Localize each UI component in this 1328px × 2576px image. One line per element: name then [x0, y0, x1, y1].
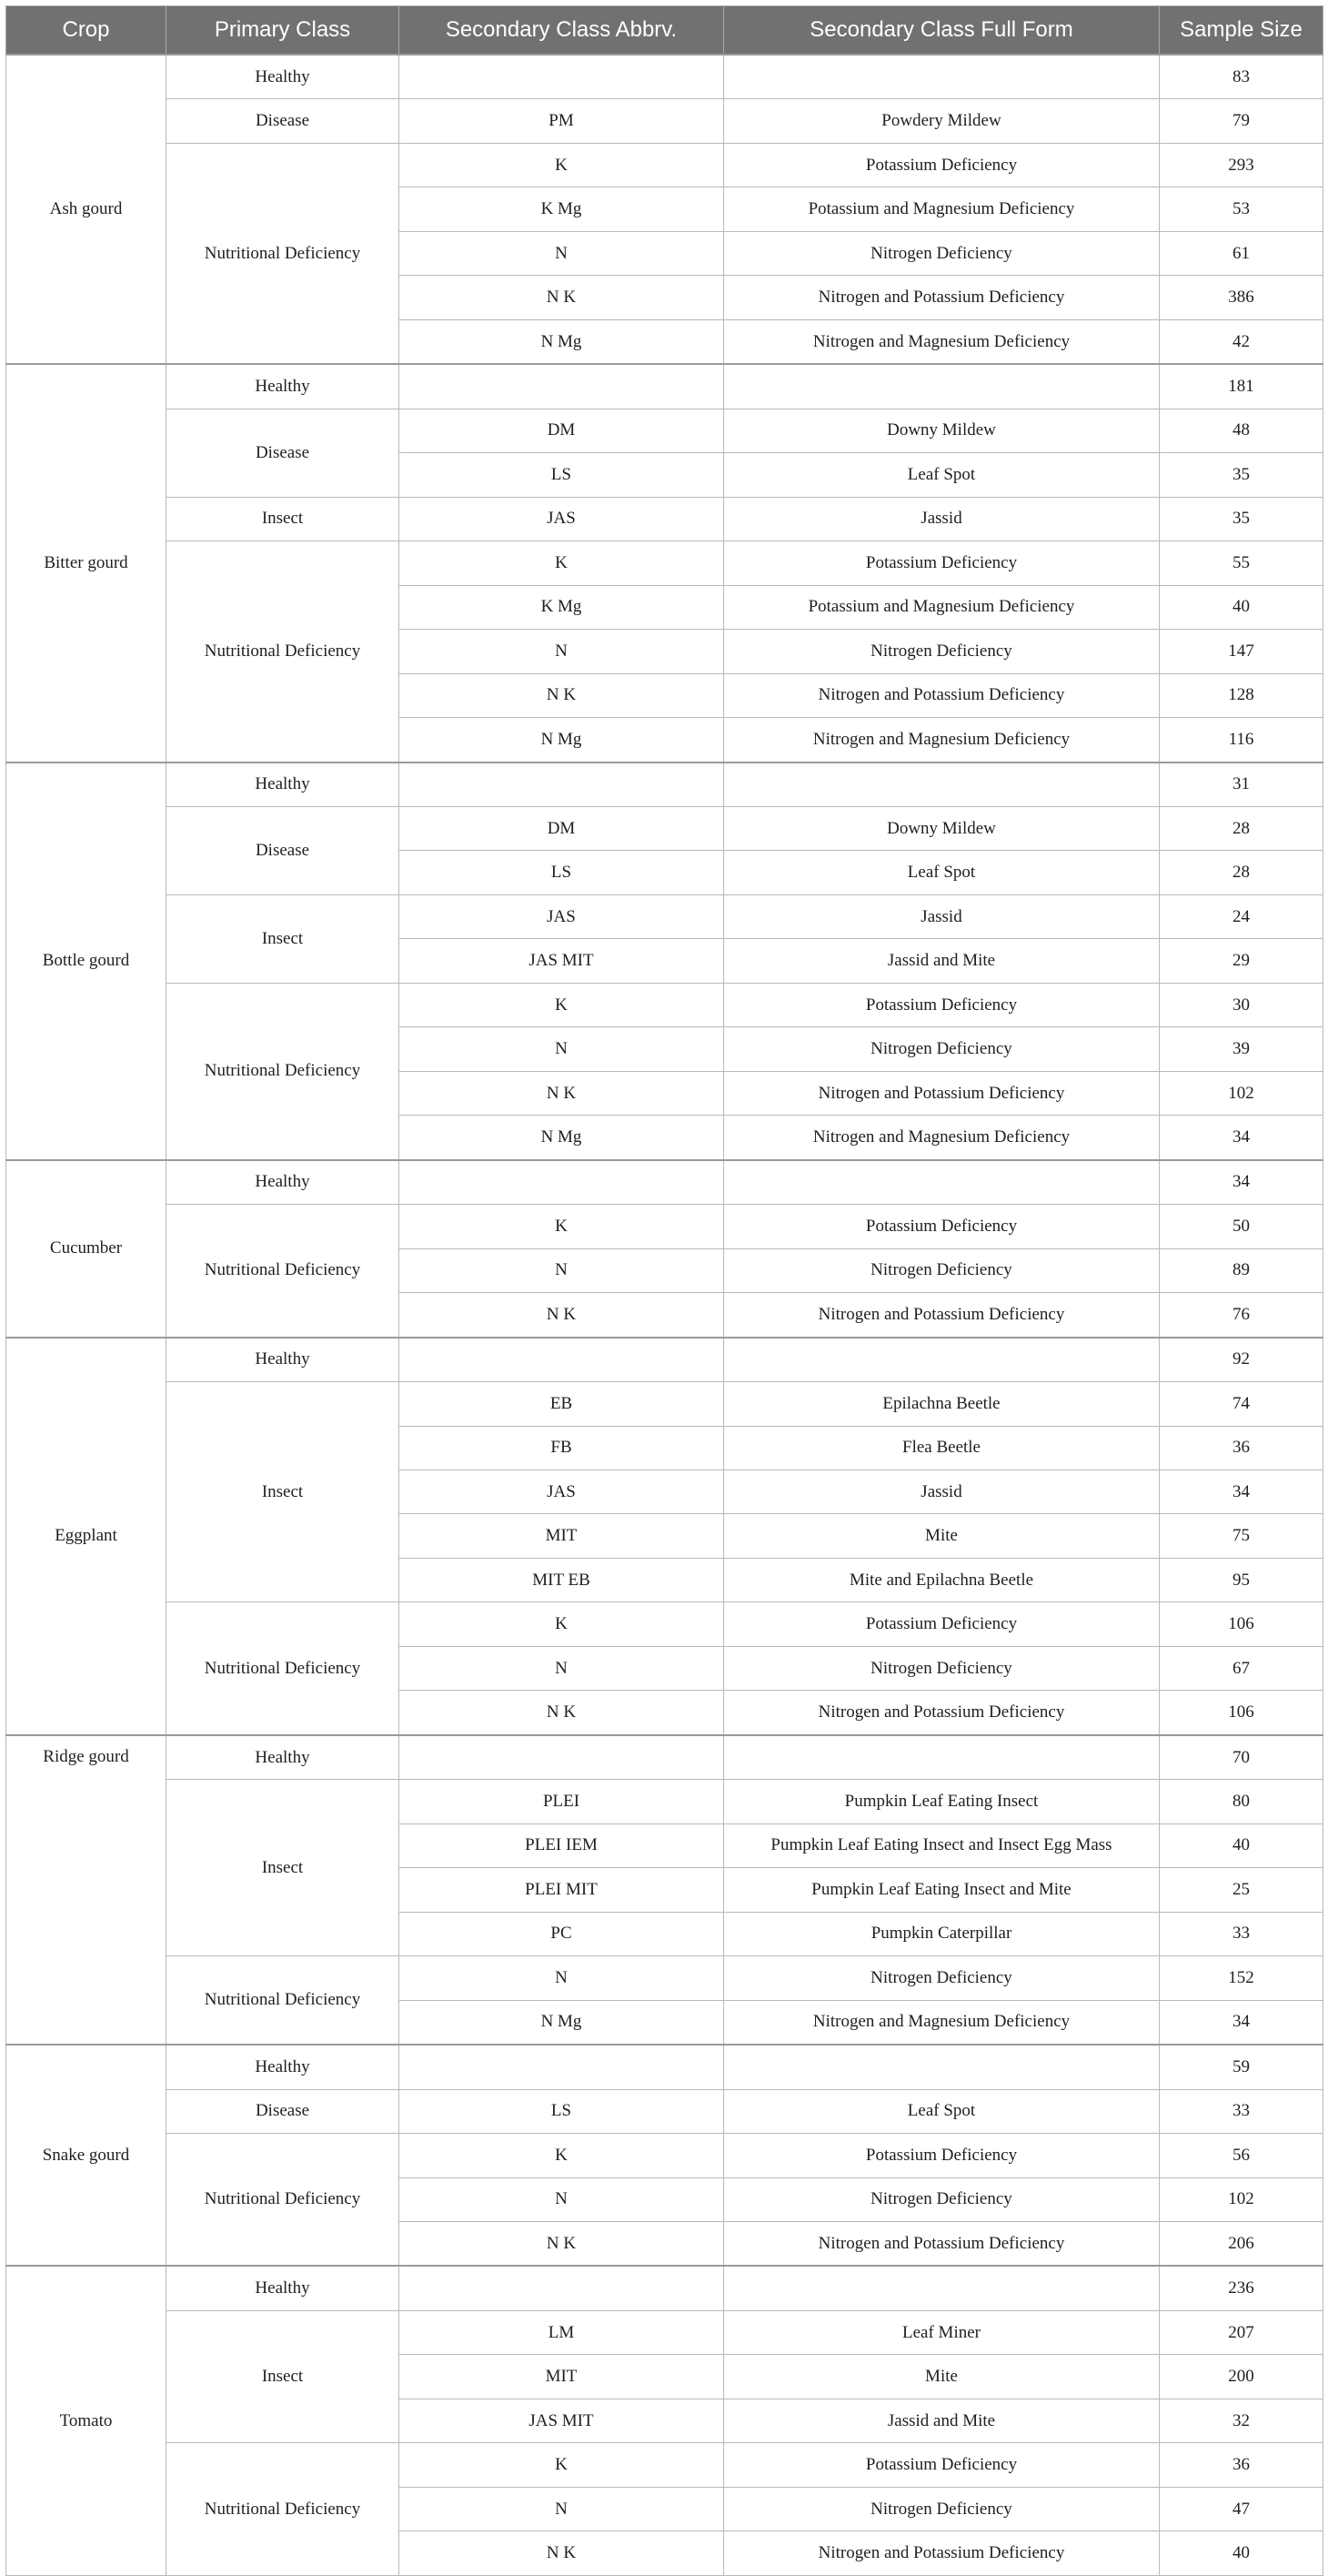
- primary-class-cell: Disease: [166, 409, 399, 497]
- secondary-full-form-cell: Pumpkin Caterpillar: [724, 1912, 1160, 1955]
- secondary-abbr-cell: DM: [399, 409, 724, 452]
- sample-size-cell: 28: [1160, 851, 1323, 894]
- primary-class-cell: Nutritional Deficiency: [166, 2443, 399, 2575]
- secondary-full-form-cell: Leaf Spot: [724, 851, 1160, 894]
- secondary-abbr-cell: LS: [399, 453, 724, 497]
- secondary-full-form-cell: [724, 1338, 1160, 1382]
- secondary-abbr-cell: K: [399, 2134, 724, 2177]
- sample-size-cell: 92: [1160, 1338, 1323, 1382]
- secondary-abbr-cell: N Mg: [399, 1116, 724, 1160]
- secondary-abbr-cell: JAS: [399, 1470, 724, 1514]
- sample-size-cell: 61: [1160, 231, 1323, 275]
- secondary-abbr-cell: N: [399, 2487, 724, 2531]
- secondary-full-form-cell: Potassium Deficiency: [724, 2443, 1160, 2487]
- sample-size-cell: 206: [1160, 2221, 1323, 2266]
- secondary-abbr-cell: K: [399, 2443, 724, 2487]
- sample-size-cell: 236: [1160, 2266, 1323, 2310]
- table-row: [6, 1205, 1323, 1248]
- secondary-abbr-cell: PLEI MIT: [399, 1868, 724, 1912]
- secondary-abbr-cell: N Mg: [399, 2000, 724, 2045]
- table-row: [6, 1602, 1323, 1646]
- sample-size-cell: 83: [1160, 55, 1323, 99]
- sample-size-cell: 35: [1160, 497, 1323, 540]
- crop-cell: Snake gourd: [6, 2045, 166, 2266]
- secondary-full-form-cell: Jassid: [724, 497, 1160, 540]
- secondary-abbr-cell: LM: [399, 2310, 724, 2354]
- sample-size-cell: 293: [1160, 143, 1323, 187]
- secondary-abbr-cell: [399, 2266, 724, 2310]
- sample-size-cell: 95: [1160, 1558, 1323, 1601]
- secondary-abbr-cell: N: [399, 630, 724, 673]
- secondary-abbr-cell: [399, 763, 724, 807]
- sample-size-cell: 34: [1160, 1116, 1323, 1160]
- table-row: [6, 894, 1323, 938]
- sample-size-cell: 33: [1160, 2089, 1323, 2133]
- sample-size-cell: 181: [1160, 364, 1323, 409]
- secondary-abbr-cell: PLEI IEM: [399, 1823, 724, 1867]
- table-row: [6, 364, 1323, 409]
- secondary-full-form-cell: Nitrogen and Potassium Deficiency: [724, 1691, 1160, 1735]
- primary-class-cell: Nutritional Deficiency: [166, 541, 399, 763]
- table-row: [6, 99, 1323, 143]
- header-crop: Crop: [6, 6, 166, 56]
- primary-class-cell: Healthy: [166, 1338, 399, 1382]
- secondary-full-form-cell: Potassium Deficiency: [724, 541, 1160, 585]
- header-row: [6, 6, 1323, 56]
- secondary-full-form-cell: [724, 55, 1160, 99]
- table-row: [6, 1338, 1323, 1382]
- primary-class-cell: Insect: [166, 2310, 399, 2442]
- secondary-abbr-cell: N: [399, 1248, 724, 1292]
- secondary-full-form-cell: Nitrogen and Potassium Deficiency: [724, 1293, 1160, 1338]
- secondary-abbr-cell: N K: [399, 276, 724, 319]
- sample-size-cell: 31: [1160, 763, 1323, 807]
- sample-size-cell: 116: [1160, 718, 1323, 763]
- primary-class-cell: Healthy: [166, 2266, 399, 2310]
- primary-class-cell: Nutritional Deficiency: [166, 143, 399, 364]
- primary-class-cell: Nutritional Deficiency: [166, 1956, 399, 2045]
- secondary-full-form-cell: Potassium Deficiency: [724, 1602, 1160, 1646]
- table-row: [6, 409, 1323, 452]
- sample-size-cell: 59: [1160, 2045, 1323, 2089]
- secondary-full-form-cell: Nitrogen Deficiency: [724, 231, 1160, 275]
- secondary-abbr-cell: [399, 1735, 724, 1780]
- sample-size-cell: 106: [1160, 1602, 1323, 1646]
- secondary-abbr-cell: [399, 2045, 724, 2089]
- secondary-abbr-cell: N: [399, 2177, 724, 2221]
- sample-size-cell: 53: [1160, 187, 1323, 231]
- sample-size-cell: 40: [1160, 2531, 1323, 2575]
- sample-size-cell: 40: [1160, 1823, 1323, 1867]
- primary-class-cell: Nutritional Deficiency: [166, 1205, 399, 1338]
- sample-size-cell: 36: [1160, 2443, 1323, 2487]
- secondary-abbr-cell: N K: [399, 2531, 724, 2575]
- sample-size-cell: 102: [1160, 2177, 1323, 2221]
- primary-class-cell: Healthy: [166, 1160, 399, 1205]
- table-row: [6, 55, 1323, 99]
- secondary-full-form-cell: Nitrogen and Magnesium Deficiency: [724, 718, 1160, 763]
- secondary-full-form-cell: [724, 2045, 1160, 2089]
- secondary-full-form-cell: Jassid: [724, 1470, 1160, 1514]
- secondary-full-form-cell: Powdery Mildew: [724, 99, 1160, 143]
- primary-class-cell: Nutritional Deficiency: [166, 1602, 399, 1735]
- secondary-full-form-cell: Nitrogen Deficiency: [724, 630, 1160, 673]
- primary-class-cell: Disease: [166, 2089, 399, 2133]
- sample-size-table: [5, 5, 1323, 2576]
- primary-class-cell: Nutritional Deficiency: [166, 983, 399, 1159]
- secondary-abbr-cell: DM: [399, 806, 724, 850]
- secondary-abbr-cell: [399, 1338, 724, 1382]
- secondary-abbr-cell: N K: [399, 1293, 724, 1338]
- secondary-abbr-cell: [399, 55, 724, 99]
- sample-size-cell: 34: [1160, 2000, 1323, 2045]
- secondary-full-form-cell: Epilachna Beetle: [724, 1382, 1160, 1426]
- secondary-full-form-cell: Nitrogen and Potassium Deficiency: [724, 276, 1160, 319]
- secondary-full-form-cell: Nitrogen Deficiency: [724, 1956, 1160, 2000]
- secondary-abbr-cell: N: [399, 1956, 724, 2000]
- sample-size-cell: 147: [1160, 630, 1323, 673]
- secondary-full-form-cell: [724, 2266, 1160, 2310]
- crop-cell: Bitter gourd: [6, 364, 166, 762]
- table-row: [6, 763, 1323, 807]
- sample-size-cell: 29: [1160, 939, 1323, 983]
- secondary-abbr-cell: PM: [399, 99, 724, 143]
- secondary-abbr-cell: LS: [399, 2089, 724, 2133]
- table-row: [6, 541, 1323, 585]
- secondary-abbr-cell: MIT: [399, 1514, 724, 1558]
- sample-size-cell: 34: [1160, 1160, 1323, 1205]
- secondary-abbr-cell: [399, 1160, 724, 1205]
- sample-size-cell: 55: [1160, 541, 1323, 585]
- secondary-full-form-cell: Jassid and Mite: [724, 939, 1160, 983]
- table-row: [6, 2443, 1323, 2487]
- table-row: [6, 2089, 1323, 2133]
- sample-size-cell: 35: [1160, 453, 1323, 497]
- sample-size-cell: 25: [1160, 1868, 1323, 1912]
- secondary-full-form-cell: Potassium and Magnesium Deficiency: [724, 187, 1160, 231]
- secondary-abbr-cell: N K: [399, 2221, 724, 2266]
- secondary-full-form-cell: Downy Mildew: [724, 409, 1160, 452]
- table-row: [6, 2266, 1323, 2310]
- secondary-full-form-cell: Potassium and Magnesium Deficiency: [724, 585, 1160, 629]
- table-row: [6, 143, 1323, 187]
- secondary-abbr-cell: K: [399, 1602, 724, 1646]
- primary-class-cell: Insect: [166, 1780, 399, 1956]
- table-row: [6, 497, 1323, 540]
- secondary-full-form-cell: Nitrogen and Magnesium Deficiency: [724, 319, 1160, 364]
- secondary-full-form-cell: Potassium Deficiency: [724, 1205, 1160, 1248]
- secondary-abbr-cell: K: [399, 143, 724, 187]
- secondary-abbr-cell: N Mg: [399, 718, 724, 763]
- header-primary-class: Primary Class: [166, 6, 399, 56]
- crop-cell: Eggplant: [6, 1338, 166, 1735]
- secondary-full-form-cell: Nitrogen Deficiency: [724, 1248, 1160, 1292]
- primary-class-cell: Nutritional Deficiency: [166, 2134, 399, 2267]
- secondary-full-form-cell: Pumpkin Leaf Eating Insect: [724, 1780, 1160, 1823]
- sample-size-cell: 30: [1160, 983, 1323, 1026]
- secondary-full-form-cell: Mite: [724, 2355, 1160, 2399]
- secondary-abbr-cell: JAS: [399, 894, 724, 938]
- primary-class-cell: Insect: [166, 1382, 399, 1602]
- sample-size-cell: 79: [1160, 99, 1323, 143]
- sample-size-cell: 70: [1160, 1735, 1323, 1780]
- sample-size-cell: 34: [1160, 1470, 1323, 1514]
- sample-size-cell: 386: [1160, 276, 1323, 319]
- secondary-abbr-cell: K: [399, 983, 724, 1026]
- secondary-abbr-cell: N: [399, 1646, 724, 1690]
- crop-cell: Tomato: [6, 2266, 166, 2575]
- secondary-abbr-cell: EB: [399, 1382, 724, 1426]
- primary-class-cell: Healthy: [166, 1735, 399, 1780]
- secondary-abbr-cell: N: [399, 1027, 724, 1071]
- table-row: [6, 2045, 1323, 2089]
- sample-size-cell: 75: [1160, 1514, 1323, 1558]
- secondary-abbr-cell: JAS MIT: [399, 939, 724, 983]
- sample-size-cell: 200: [1160, 2355, 1323, 2399]
- secondary-full-form-cell: Downy Mildew: [724, 806, 1160, 850]
- secondary-abbr-cell: PC: [399, 1912, 724, 1955]
- sample-size-cell: 33: [1160, 1912, 1323, 1955]
- secondary-abbr-cell: N K: [399, 1691, 724, 1735]
- secondary-full-form-cell: Flea Beetle: [724, 1426, 1160, 1470]
- secondary-full-form-cell: Leaf Miner: [724, 2310, 1160, 2354]
- sample-size-cell: 48: [1160, 409, 1323, 452]
- primary-class-cell: Healthy: [166, 763, 399, 807]
- secondary-full-form-cell: [724, 1735, 1160, 1780]
- secondary-full-form-cell: Nitrogen Deficiency: [724, 2177, 1160, 2221]
- secondary-full-form-cell: Jassid and Mite: [724, 2399, 1160, 2442]
- secondary-full-form-cell: Nitrogen Deficiency: [724, 1646, 1160, 1690]
- secondary-full-form-cell: Jassid: [724, 894, 1160, 938]
- secondary-abbr-cell: JAS MIT: [399, 2399, 724, 2442]
- table-row: [6, 2134, 1323, 2177]
- header-secondary-full-form: Secondary Class Full Form: [724, 6, 1160, 56]
- secondary-abbr-cell: MIT EB: [399, 1558, 724, 1601]
- secondary-abbr-cell: N K: [399, 673, 724, 717]
- primary-class-cell: Healthy: [166, 2045, 399, 2089]
- secondary-full-form-cell: Nitrogen and Magnesium Deficiency: [724, 1116, 1160, 1160]
- secondary-full-form-cell: Mite: [724, 1514, 1160, 1558]
- table-row: [6, 806, 1323, 850]
- secondary-full-form-cell: Leaf Spot: [724, 453, 1160, 497]
- table-row: [6, 2310, 1323, 2354]
- secondary-full-form-cell: [724, 1160, 1160, 1205]
- secondary-abbr-cell: N K: [399, 1071, 724, 1115]
- sample-size-cell: 24: [1160, 894, 1323, 938]
- crop-cell: Ash gourd: [6, 55, 166, 364]
- secondary-full-form-cell: [724, 763, 1160, 807]
- secondary-abbr-cell: JAS: [399, 497, 724, 540]
- secondary-full-form-cell: Leaf Spot: [724, 2089, 1160, 2133]
- primary-class-cell: Healthy: [166, 364, 399, 409]
- secondary-full-form-cell: Nitrogen and Potassium Deficiency: [724, 2531, 1160, 2575]
- sample-size-cell: 39: [1160, 1027, 1323, 1071]
- secondary-abbr-cell: PLEI: [399, 1780, 724, 1823]
- secondary-full-form-cell: Potassium Deficiency: [724, 2134, 1160, 2177]
- sample-size-cell: 40: [1160, 585, 1323, 629]
- secondary-full-form-cell: Nitrogen and Potassium Deficiency: [724, 1071, 1160, 1115]
- table-row: [6, 1160, 1323, 1205]
- secondary-full-form-cell: [724, 364, 1160, 409]
- sample-size-cell: 207: [1160, 2310, 1323, 2354]
- primary-class-cell: Healthy: [166, 55, 399, 99]
- primary-class-cell: Disease: [166, 99, 399, 143]
- secondary-full-form-cell: Nitrogen Deficiency: [724, 2487, 1160, 2531]
- table-row: [6, 983, 1323, 1026]
- secondary-full-form-cell: Pumpkin Leaf Eating Insect and Insect Egg Mass: [724, 1823, 1160, 1867]
- secondary-abbr-cell: N Mg: [399, 319, 724, 364]
- secondary-full-form-cell: Nitrogen and Magnesium Deficiency: [724, 2000, 1160, 2045]
- crop-cell: Bottle gourd: [6, 763, 166, 1160]
- crop-cell: Ridge gourd: [6, 1735, 166, 2045]
- table-body: [6, 55, 1323, 2575]
- sample-size-cell: 36: [1160, 1426, 1323, 1470]
- secondary-full-form-cell: Pumpkin Leaf Eating Insect and Mite: [724, 1868, 1160, 1912]
- secondary-abbr-cell: K: [399, 541, 724, 585]
- sample-size-cell: 74: [1160, 1382, 1323, 1426]
- table-row: [6, 1735, 1323, 1780]
- sample-size-cell: 102: [1160, 1071, 1323, 1115]
- header-secondary-abbr: Secondary Class Abbrv.: [399, 6, 724, 56]
- secondary-abbr-cell: LS: [399, 851, 724, 894]
- primary-class-cell: Insect: [166, 497, 399, 540]
- sample-size-cell: 47: [1160, 2487, 1323, 2531]
- sample-size-cell: 152: [1160, 1956, 1323, 2000]
- secondary-abbr-cell: K Mg: [399, 585, 724, 629]
- table-row: [6, 1382, 1323, 1426]
- secondary-full-form-cell: Potassium Deficiency: [724, 983, 1160, 1026]
- sample-size-cell: 32: [1160, 2399, 1323, 2442]
- secondary-full-form-cell: Potassium Deficiency: [724, 143, 1160, 187]
- table-row: [6, 1956, 1323, 2000]
- secondary-abbr-cell: MIT: [399, 2355, 724, 2399]
- header-sample-size: Sample Size: [1160, 6, 1323, 56]
- secondary-abbr-cell: FB: [399, 1426, 724, 1470]
- sample-size-cell: 42: [1160, 319, 1323, 364]
- secondary-abbr-cell: K: [399, 1205, 724, 1248]
- secondary-full-form-cell: Nitrogen Deficiency: [724, 1027, 1160, 1071]
- sample-size-cell: 106: [1160, 1691, 1323, 1735]
- sample-size-cell: 76: [1160, 1293, 1323, 1338]
- secondary-full-form-cell: Nitrogen and Potassium Deficiency: [724, 2221, 1160, 2266]
- crop-cell: Cucumber: [6, 1160, 166, 1338]
- sample-size-cell: 89: [1160, 1248, 1323, 1292]
- sample-size-cell: 128: [1160, 673, 1323, 717]
- primary-class-cell: Disease: [166, 806, 399, 894]
- secondary-abbr-cell: N: [399, 231, 724, 275]
- sample-size-cell: 56: [1160, 2134, 1323, 2177]
- primary-class-cell: Insect: [166, 894, 399, 983]
- sample-size-cell: 80: [1160, 1780, 1323, 1823]
- secondary-abbr-cell: [399, 364, 724, 409]
- secondary-full-form-cell: Mite and Epilachna Beetle: [724, 1558, 1160, 1601]
- table-row: [6, 1780, 1323, 1823]
- sample-size-cell: 50: [1160, 1205, 1323, 1248]
- secondary-abbr-cell: K Mg: [399, 187, 724, 231]
- secondary-full-form-cell: Nitrogen and Potassium Deficiency: [724, 673, 1160, 717]
- sample-size-cell: 28: [1160, 806, 1323, 850]
- sample-size-cell: 67: [1160, 1646, 1323, 1690]
